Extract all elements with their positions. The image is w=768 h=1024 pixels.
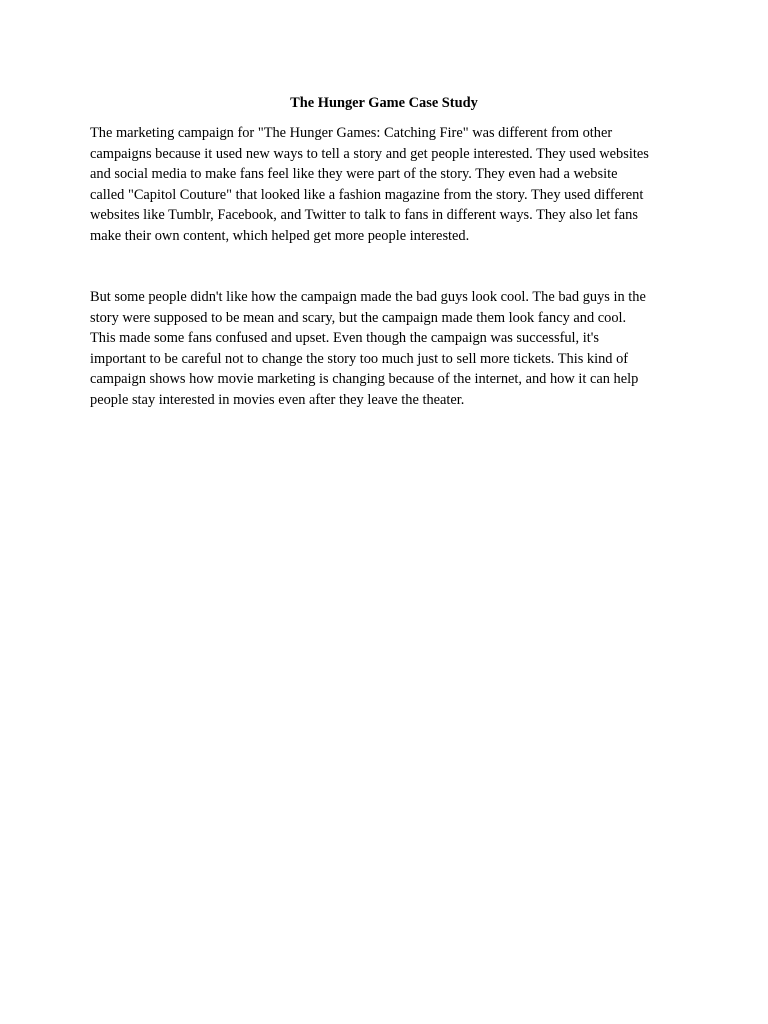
paragraph-line: people stay interested in movies even after they leave the theater.	[90, 391, 465, 408]
paragraph-line: story were supposed to be mean and scary, but the campaign made them look fancy and cool.	[90, 309, 627, 326]
paragraph-line: and social media to make fans feel like they were part of the story. They even had a website	[90, 166, 618, 183]
paragraph-line: But some people didn't like how the campaign made the bad guys look cool. The bad guys in the	[90, 289, 646, 305]
paragraph-line: called "Capitol Couture" that looked like a fashion magazine from the story. They used different	[90, 186, 644, 203]
paragraph-line: This made some fans confused and upset. Even though the campaign was successful, it's	[90, 330, 599, 347]
paragraph-line: make their own content, which helped get more people interested.	[90, 227, 470, 244]
paragraph-line: The marketing campaign for "The Hunger Games: Catching Fire" was different from other	[90, 125, 613, 141]
paragraph-line: campaign shows how movie marketing is changing because of the internet, and how it can help	[90, 371, 639, 388]
paragraph-1	[90, 123, 680, 247]
paragraph-line: campaigns because it used new ways to tell a story and get people interested. They used websites	[90, 145, 649, 162]
document-title: The Hunger Game Case Study	[290, 95, 478, 111]
paragraph-line: websites like Tumblr, Facebook, and Twitter to talk to fans in different ways. They also let fans	[90, 207, 638, 224]
paragraph-2	[90, 287, 680, 411]
paragraph-line: important to be careful not to change the story too much just to sell more tickets. This kind of	[90, 350, 629, 367]
